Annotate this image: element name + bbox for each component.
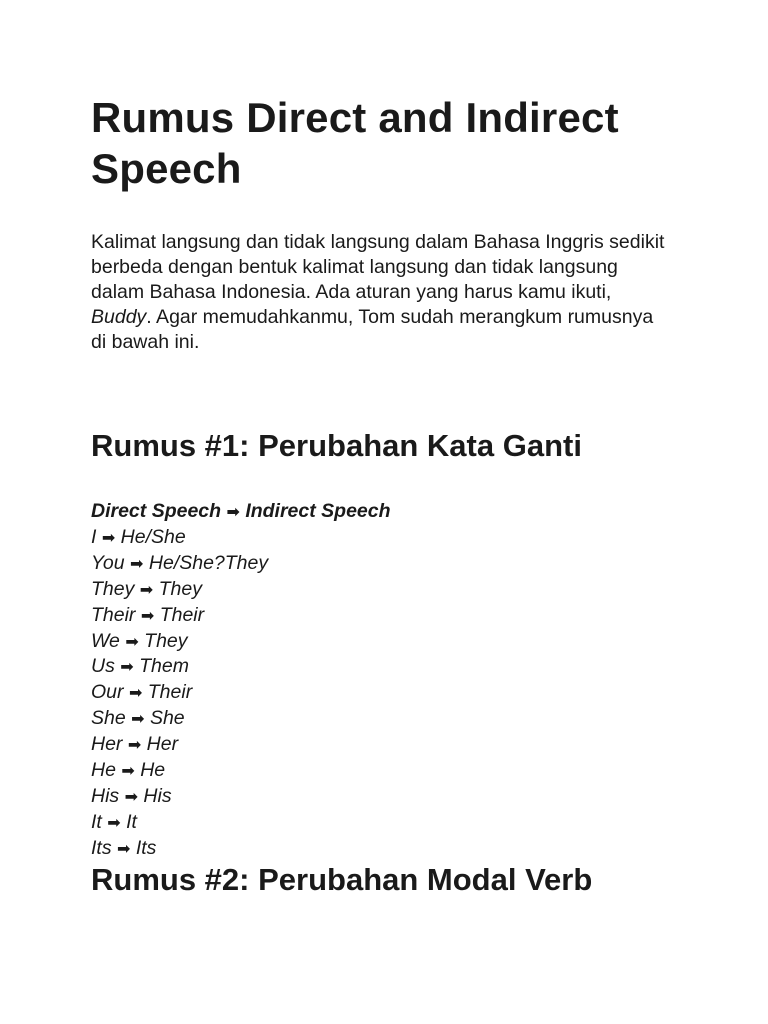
rule-from: He	[91, 759, 116, 782]
rule-from: You	[91, 551, 125, 574]
rule-to: He/She	[120, 525, 186, 548]
right-arrow-icon: ➡	[226, 502, 240, 521]
right-arrow-icon: ➡	[140, 605, 155, 625]
pronoun-rule-item	[91, 577, 391, 603]
rule-to: Its	[135, 836, 157, 859]
pronoun-rule-item	[91, 551, 391, 577]
intro-paragraph	[91, 230, 671, 355]
pronoun-rule-item	[91, 525, 391, 551]
intro-text-end: . Agar memudahkanmu, Tom sudah merangkum rumusnya di bawah ini.	[91, 306, 654, 353]
rule-from: It	[91, 810, 102, 833]
rule-to: She	[149, 707, 185, 730]
rule-from: Her	[91, 733, 123, 756]
right-arrow-icon: ➡	[120, 657, 134, 677]
rule-from: Their	[91, 603, 136, 626]
right-arrow-icon: ➡	[125, 631, 139, 651]
page-title: Rumus Direct and Indirect Speech	[91, 94, 619, 192]
rule-from: Us	[91, 655, 115, 678]
header-to: Indirect Speech	[245, 500, 391, 522]
right-arrow-icon: ➡	[121, 761, 135, 781]
rule-to: It	[126, 810, 137, 833]
pronoun-rule-item	[91, 629, 391, 655]
right-arrow-icon: ➡	[117, 838, 131, 858]
pronoun-rule-item	[91, 784, 391, 810]
intro-emphasis: Buddy	[91, 306, 147, 328]
rule-to: Their	[147, 681, 193, 704]
pronoun-rule-item	[91, 654, 391, 680]
right-arrow-icon: ➡	[107, 812, 121, 832]
header-from: Direct Speech	[91, 500, 222, 522]
rule-to: They	[144, 629, 188, 652]
rule-to: Her	[146, 733, 179, 756]
rule-from: We	[91, 629, 120, 652]
rule-to: Them	[139, 655, 189, 678]
intro-text-start: Kalimat langsung dan tidak langsung dalam Bahasa Inggris sedikit berbeda dengan bentuk kalimat langsung dan tidak langsung dalam Bahasa Indonesia. Ada aturan yang harus kamu ikuti,	[91, 231, 665, 303]
right-arrow-icon: ➡	[128, 683, 143, 703]
pronoun-rule-item	[91, 836, 391, 862]
rule-from: She	[91, 707, 126, 730]
right-arrow-icon: ➡	[131, 709, 145, 729]
right-arrow-icon: ➡	[139, 579, 154, 599]
rule-to: He/She?They	[148, 551, 269, 574]
section-heading-modal-verb: Rumus #2: Perubahan Modal Verb	[91, 862, 593, 897]
rule-to: Their	[159, 603, 205, 626]
rule-to: He	[140, 759, 166, 782]
rule-to: His	[143, 784, 172, 807]
pronoun-rule-item	[91, 603, 391, 629]
pronoun-rule-item	[91, 680, 391, 706]
pronoun-change-list	[91, 499, 391, 862]
pronoun-rule-item	[91, 758, 391, 784]
rule-from: Our	[91, 681, 124, 704]
rule-to: They	[158, 577, 202, 600]
right-arrow-icon: ➡	[130, 553, 144, 573]
pronoun-rule-item	[91, 732, 391, 758]
rule-from: His	[91, 784, 120, 807]
right-arrow-icon: ➡	[124, 786, 138, 806]
right-arrow-icon: ➡	[127, 735, 142, 755]
pronoun-rule-item	[91, 706, 391, 732]
rule-from: They	[91, 577, 135, 600]
rule-from: I	[91, 525, 97, 548]
pronoun-rule-item	[91, 810, 391, 836]
right-arrow-icon: ➡	[101, 527, 116, 547]
section-heading-kata-ganti: Rumus #1: Perubahan Kata Ganti	[91, 428, 582, 463]
rule-from: Its	[91, 836, 112, 859]
pronoun-list-header	[91, 499, 391, 525]
